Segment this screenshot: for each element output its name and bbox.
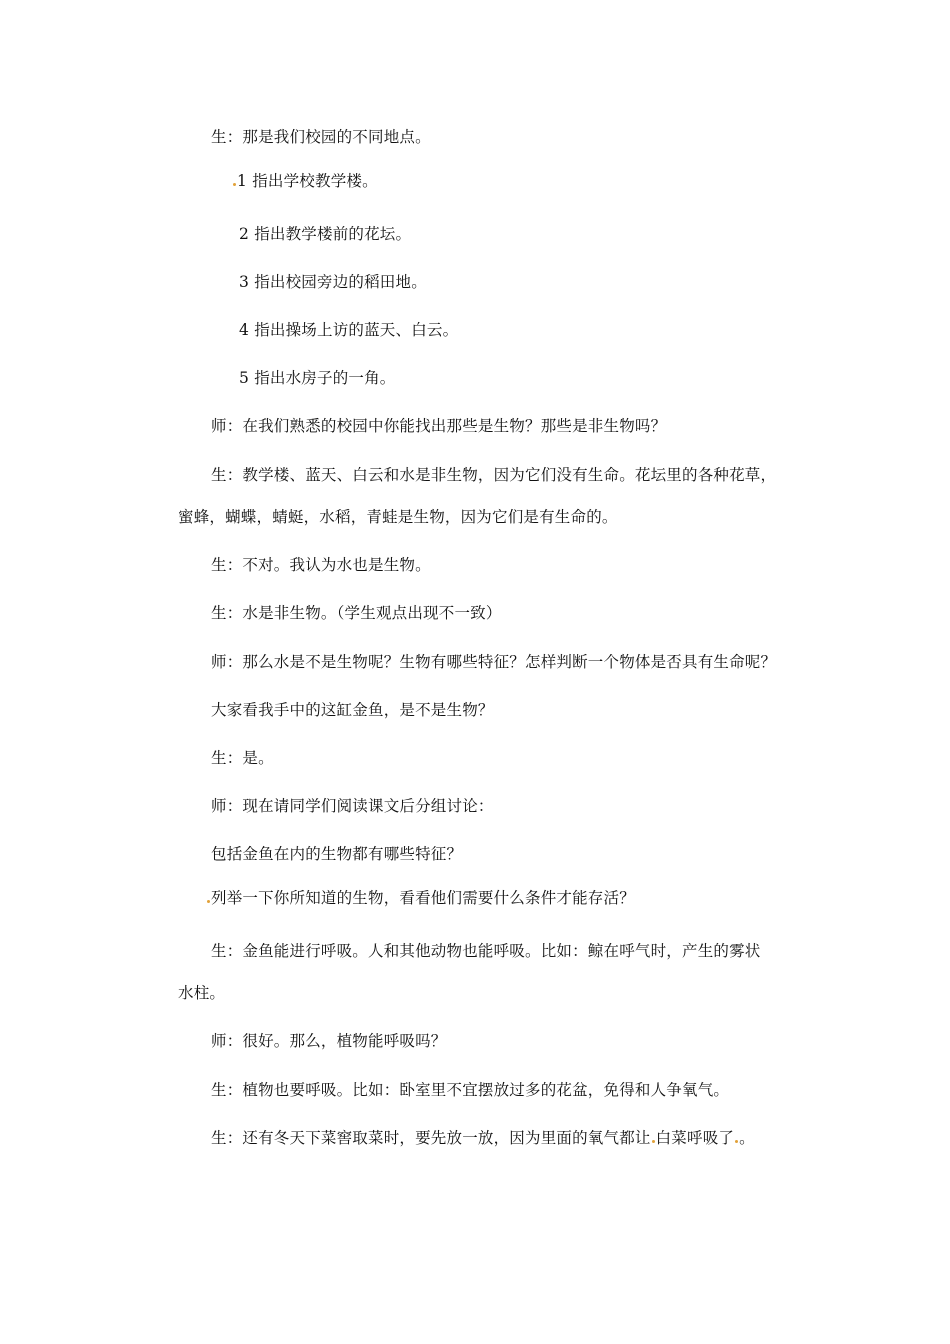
paragraph-line: 生：金鱼能进行呼吸。人和其他动物也能呼吸。比如：鲸在呼气时，产生的雾状 [211,942,761,960]
list-item: 2 指出教学楼前的花坛。 [239,225,412,243]
paragraph-line [211,1128,755,1148]
paragraph-line: 生：那是我们校园的不同地点。 [211,128,431,146]
paragraph-line: 生：不对。我认为水也是生物。 [211,556,431,574]
paragraph-line: 师：很好。那么，植物能呼吸吗？ [211,1032,447,1050]
annotation-mark-icon [233,183,236,186]
paragraph-line: 生：水是非生物。（学生观点出现不一致） [211,604,502,622]
paragraph-line: 包括金鱼在内的生物都有哪些特征？ [211,845,463,863]
annotation-mark-icon [652,1140,655,1143]
paragraph-line: 生：教学楼、蓝天、白云和水是非生物，因为它们没有生命。花坛里的各种花草， [211,466,777,484]
paragraph-line: 蜜蜂，蝴蝶，蜻蜓，水稻，青蛙是生物，因为它们是有生命的。 [178,508,618,526]
paragraph-text: 白菜呼吸了 [655,1129,735,1147]
paragraph-text: 列举一下你所知道的生物，看看他们需要什么条件才能存活？ [211,889,635,907]
annotation-mark-icon [735,1140,738,1143]
paragraph-line [206,888,635,908]
list-item: 5 指出水房子的一角。 [239,369,396,387]
paragraph-text: 。 [739,1129,755,1147]
list-item [232,171,378,191]
list-item: 3 指出校园旁边的稻田地。 [239,273,427,291]
paragraph-line: 水柱。 [178,984,226,1002]
paragraph-line: 生：植物也要呼吸。比如：卧室里不宜摆放过多的花盆，免得和人争氧气。 [211,1081,730,1099]
annotation-mark-icon [207,900,210,903]
paragraph-text: 生：还有冬天下菜窖取菜时，要先放一放，因为里面的氧气都让 [211,1129,651,1147]
paragraph-line: 师：在我们熟悉的校园中你能找出那些是生物？那些是非生物吗？ [211,417,667,435]
list-item: 4 指出操场上访的蓝天、白云。 [239,321,459,339]
list-item-text: 1 指出学校教学楼。 [237,172,378,190]
paragraph-line: 生：是。 [211,749,274,767]
paragraph-line: 大家看我手中的这缸金鱼，是不是生物？ [211,701,494,719]
paragraph-line: 师：现在请同学们阅读课文后分组讨论： [211,797,494,815]
paragraph-line: 师：那么水是不是生物呢？生物有哪些特征？怎样判断一个物体是否具有生命呢？ [211,653,777,671]
